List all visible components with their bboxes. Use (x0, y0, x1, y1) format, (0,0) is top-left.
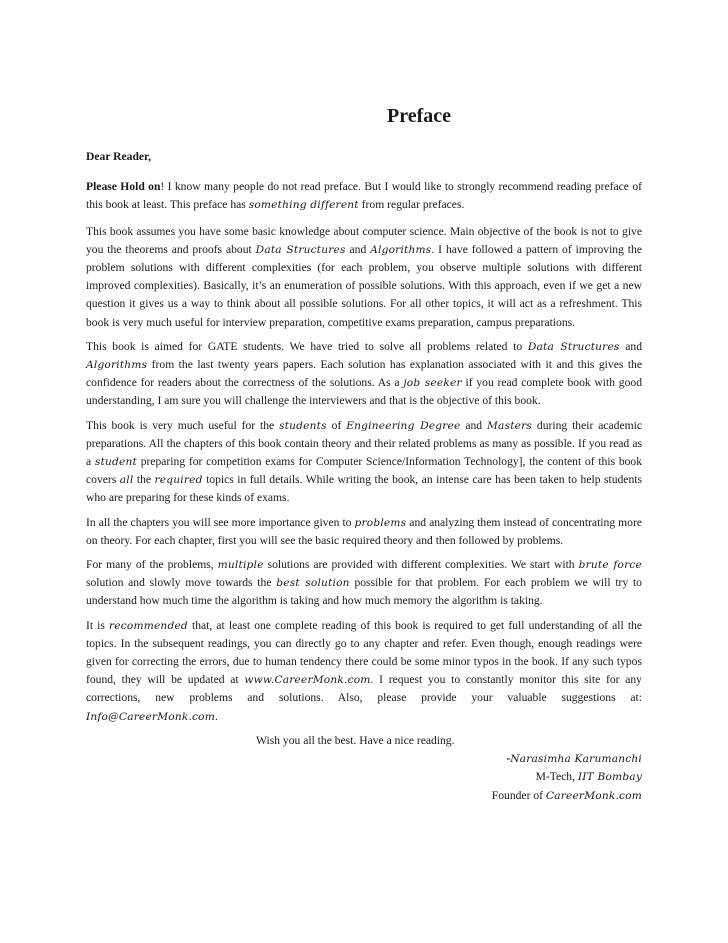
signature-dash: - (506, 752, 511, 766)
text-run: possible for that problem. For each problem we will try to understand how much time the algorithm is taking and how much memory the algorithm is taking. (86, 576, 642, 608)
emphasis: problems (354, 516, 407, 529)
lead-phrase: Please Hold on (86, 180, 161, 194)
closing-line: Wish you all the best. Have a nice reading. (256, 733, 455, 747)
founder-site: CareerMonk.com (545, 789, 642, 802)
text-run: the (133, 473, 155, 487)
paragraph-3 (86, 338, 642, 411)
emphasis: Algorithms (86, 359, 148, 372)
text-run: solutions are provided with different complexities. We start with (263, 558, 579, 572)
institute-name: IIT Bombay (577, 771, 642, 784)
email-link[interactable]: Info@CareerMonk.com (86, 710, 215, 723)
text-run: . I request you to constantly monitor this site for any corrections, new problems and solutions. Also, please provide your valuable suggestions at: (86, 673, 642, 705)
emphasis: brute force (578, 559, 643, 572)
text-run: if you read complete book with good understanding, I am sure you will challenge the interviewers and that is the objective of this book. (86, 376, 642, 408)
text-run: For many of the problems, (86, 558, 218, 572)
paragraph-7 (86, 617, 642, 726)
text-run: topics in full details. While writing the book, an intense care has been taken to help students who are preparing for these kinds of exams. (86, 473, 642, 505)
website-link[interactable]: www.CareerMonk.com (244, 674, 371, 687)
emphasis: Data Structures (527, 340, 620, 353)
text-run: and (619, 339, 642, 353)
text-run: preparing for competition exams for Computer Science/Information Technology], the content of this book covers (86, 455, 643, 487)
paragraph-5 (86, 514, 642, 550)
text-run: It is (86, 618, 110, 632)
paragraph-6 (86, 556, 642, 611)
emphasis: multiple (217, 559, 264, 572)
founder-text: Founder of (491, 788, 546, 802)
emphasis: student (94, 456, 137, 469)
text-run: ! I know many people do not read preface. But I would like to strongly recommend reading preface of this book at least. This preface has (86, 180, 642, 212)
paragraph-4 (86, 417, 642, 508)
paragraph-2 (86, 223, 642, 332)
emphasis: Engineering Degree (346, 419, 461, 432)
signature-degree-line (86, 768, 642, 786)
text-run: during their academic preparations. All the chapters of this book contain theory and their related problems as many as possible. If you read as a (86, 418, 642, 469)
emphasis: Masters (487, 419, 533, 432)
emphasis: best solution (276, 577, 350, 590)
emphasis: all (119, 474, 134, 487)
emphasis: Algorithms (370, 243, 432, 256)
degree-text: M-Tech, (535, 770, 578, 784)
emphasis: something different (248, 199, 359, 212)
text-run: solution and slowly move towards the (86, 576, 277, 590)
emphasis: required (154, 474, 203, 487)
text-run: of (326, 418, 347, 432)
text-run: and (460, 418, 487, 432)
text-run: This book is very much useful for the (86, 418, 280, 432)
text-run: and analyzing them instead of concentrating more on theory. For each chapter, first you will see the basic required theory and then followed by problems. (86, 515, 642, 547)
text-run: from the last twenty years papers. Each solution has explanation associated with it and this gives the confidence for readers about the correctness of the solutions. As a (86, 358, 642, 390)
signature-founder-line (86, 787, 642, 805)
signature-name-line (86, 750, 642, 768)
text-run: and (345, 242, 371, 256)
text-run: This book assumes you have some basic knowledge about computer science. Main objective of the book is not to give you the theorems and proofs about (86, 224, 642, 256)
text-run: . I have followed a pattern of improving the problem solutions with different complexities (for each problem, you observe multiple solutions with different improved complexities). Basically, it’s an enumeration of possible solutions. With this approach, even if we get a new question it gives us a way to think about all possible solutions. For all other topics, it will act as a refreshment. This book is very much useful for interview preparation, competitive exams preparation, campus preparations. (86, 242, 642, 329)
text-run: . (214, 709, 218, 723)
emphasis: job seeker (403, 377, 462, 390)
paragraph-1 (86, 178, 642, 214)
page-title: Preface (386, 105, 452, 127)
emphasis: Data Structures (255, 243, 346, 256)
text-run: that, at least one complete reading of this book is required to get full understanding of all the topics. In the subsequent readings, you can directly go to any chapter and refer. Even though, enough readings were given for correcting the errors, due to human tendency there could be some minor typos in the book. If any such typos found, they will be updated at (86, 618, 642, 687)
text-run: from regular prefaces. (358, 198, 465, 212)
salutation: Dear Reader, (86, 150, 152, 163)
author-name: Narasimha Karumanchi (510, 753, 642, 766)
emphasis: recommended (109, 619, 188, 632)
text-run: This book is aimed for GATE students. We have tried to solve all problems related to (86, 339, 528, 353)
text-run: In all the chapters you will see more importance given to (86, 515, 355, 529)
emphasis: students (279, 419, 327, 432)
